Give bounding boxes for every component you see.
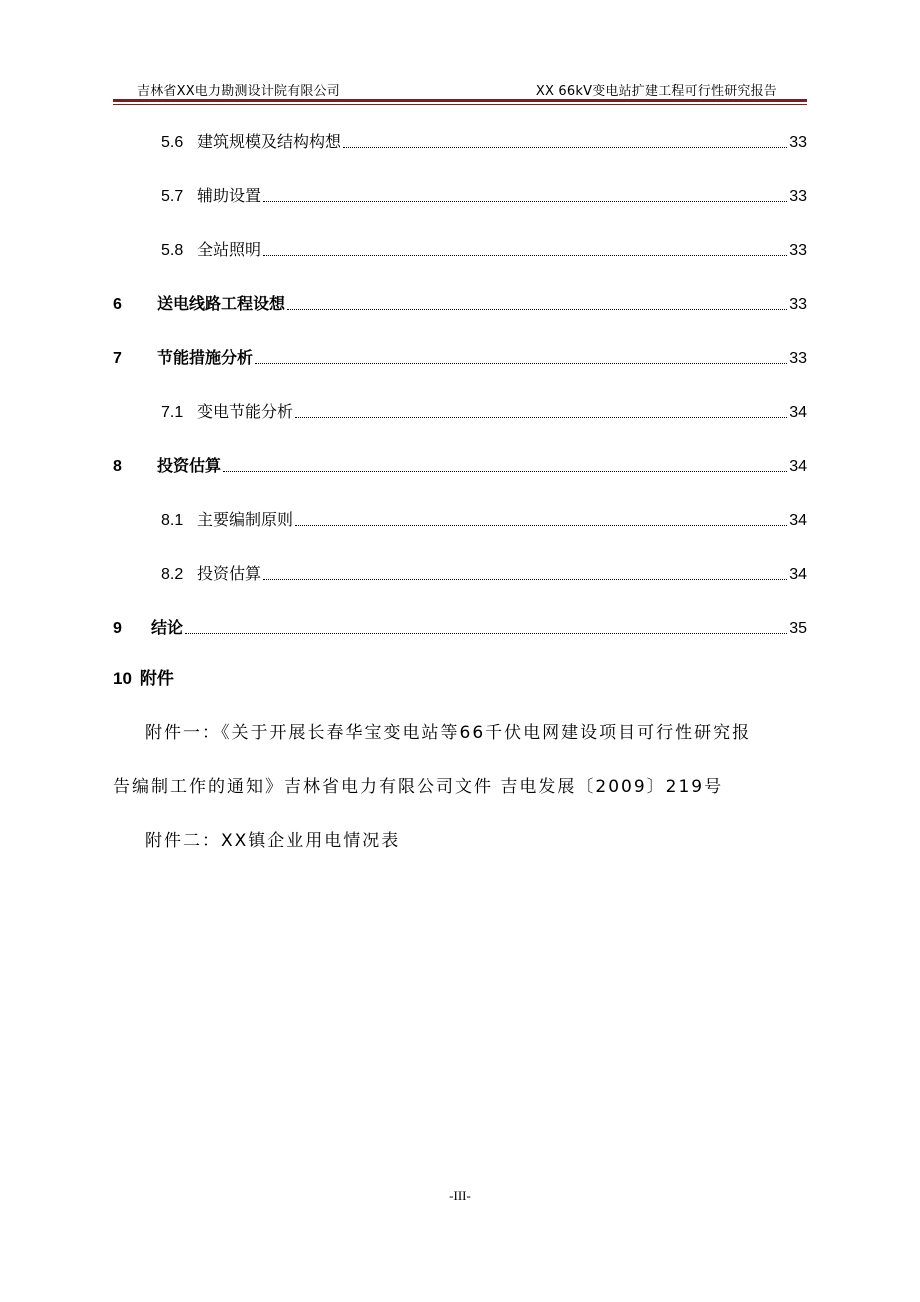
toc-page: 33: [789, 188, 807, 205]
toc-number: 6: [113, 296, 122, 313]
header-rule-thick: [113, 99, 807, 102]
toc-page: 34: [789, 512, 807, 529]
toc-number: 8.2: [161, 566, 184, 583]
toc-title: 辅助设置: [197, 186, 262, 205]
toc-page: 34: [789, 404, 807, 421]
toc-title: 变电节能分析: [197, 402, 294, 421]
toc-entry-5-8[interactable]: [113, 236, 807, 260]
toc-leader: [185, 632, 787, 634]
toc-title: 节能措施分析: [157, 348, 254, 367]
toc-number: 5.8: [161, 242, 184, 259]
toc-title: 结论: [151, 618, 184, 637]
toc-page: 34: [789, 566, 807, 583]
toc-number: 7.1: [161, 404, 184, 421]
toc-title: 建筑规模及结构构想: [197, 132, 342, 151]
toc-number: 7: [113, 350, 122, 367]
header-rule-thin: [113, 104, 807, 105]
toc-page: 34: [789, 458, 807, 475]
toc-number: 5.7: [161, 188, 184, 205]
attachment-2: 附件二：XX镇企业用电情况表: [145, 831, 401, 851]
toc-leader: [287, 308, 787, 310]
attachment-1-line-2: 告编制工作的通知》吉林省电力有限公司文件 吉电发展〔2009〕219号: [113, 777, 724, 797]
section-number: 10: [113, 669, 132, 688]
toc-number: 8.1: [161, 512, 184, 529]
toc-entry-8[interactable]: [113, 452, 807, 476]
toc-entry-5-6[interactable]: [113, 128, 807, 152]
toc-leader: [295, 416, 787, 418]
toc-entry-8-2[interactable]: [113, 560, 807, 584]
toc-title: 全站照明: [197, 240, 262, 259]
toc-entry-9[interactable]: [113, 614, 807, 638]
toc-title: 投资估算: [157, 456, 222, 475]
toc-leader: [255, 362, 787, 364]
toc-entry-7[interactable]: [113, 344, 807, 368]
toc-leader: [263, 200, 787, 202]
toc-leader: [223, 470, 787, 472]
toc-page: 33: [789, 242, 807, 259]
toc-page: 33: [789, 350, 807, 367]
toc-title: 送电线路工程设想: [157, 294, 286, 313]
page-number: -III-: [449, 1188, 471, 1203]
toc-leader: [343, 146, 787, 148]
toc-page: 33: [789, 134, 807, 151]
section-title: 附件: [139, 669, 174, 689]
toc-entry-6[interactable]: [113, 290, 807, 314]
toc-leader: [295, 524, 787, 526]
toc-title: 主要编制原则: [197, 510, 294, 529]
toc-entry-5-7[interactable]: [113, 182, 807, 206]
toc-page: 33: [789, 296, 807, 313]
attachment-1-line-1: 附件一：《关于开展长春华宝变电站等66千伏电网建设项目可行性研究报: [145, 723, 752, 743]
toc-entry-7-1[interactable]: [113, 398, 807, 422]
toc-entry-8-1[interactable]: [113, 506, 807, 530]
header-report-title: XX 66kV变电站扩建工程可行性研究报告: [535, 84, 777, 99]
toc-number: 5.6: [161, 134, 184, 151]
toc-title: 投资估算: [197, 564, 262, 583]
section-10-heading: [113, 664, 174, 689]
toc-page: 35: [789, 620, 807, 637]
toc-leader: [263, 254, 787, 256]
toc-leader: [263, 578, 787, 580]
toc-number: 8: [113, 458, 122, 475]
page-header: [113, 74, 807, 100]
toc-number: 9: [113, 620, 122, 637]
header-company-name: 吉林省XX电力勘测设计院有限公司: [137, 84, 341, 99]
